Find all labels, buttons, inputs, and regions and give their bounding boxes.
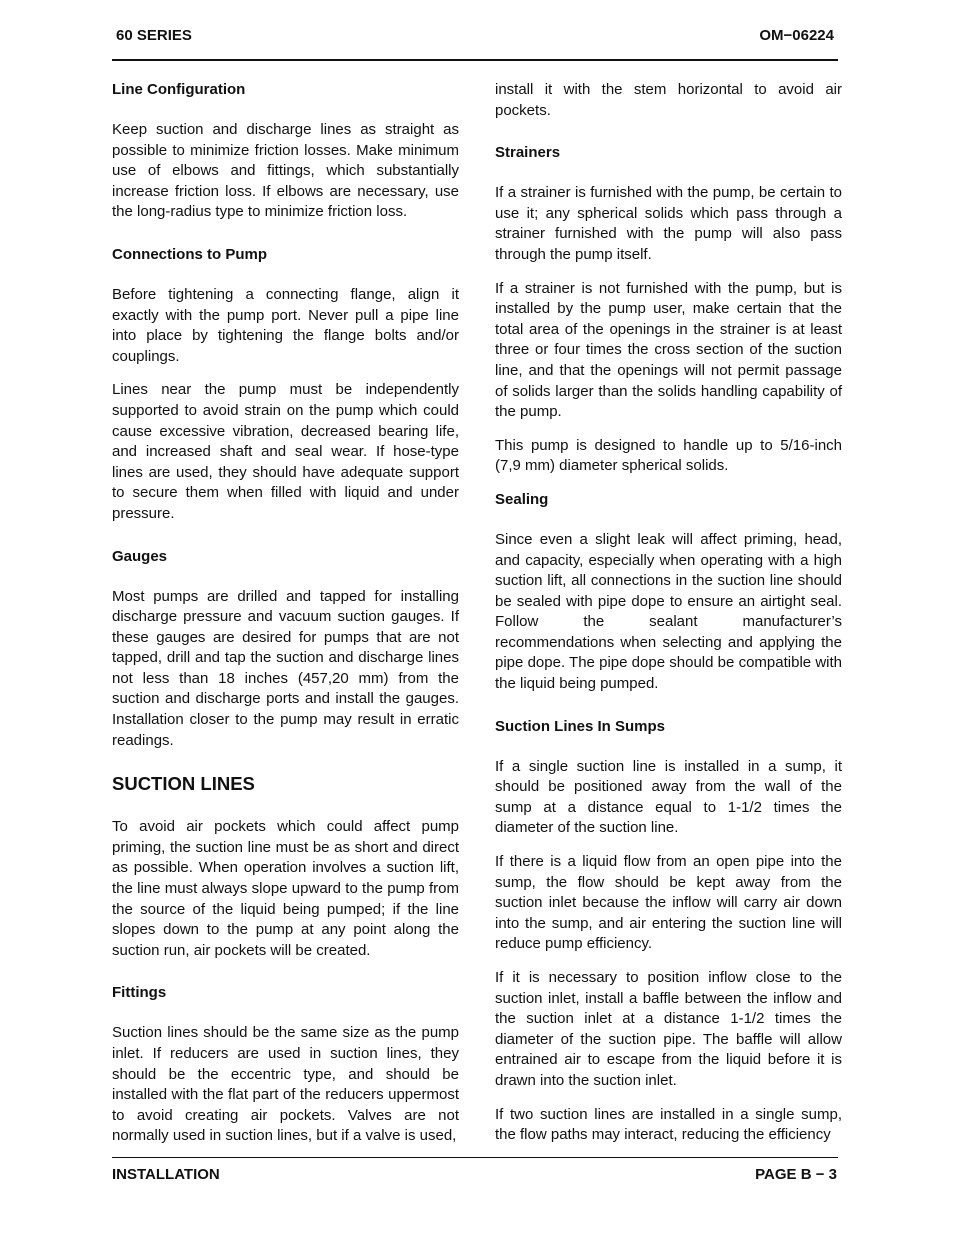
header-series: 60 SERIES [116, 27, 192, 44]
paragraph-strainers-2: If a strainer is not furnished with the pump, but is installed by the pump user, make certain that the total area of the openings in the strainer is at least three or four times the cross section of the suction line, and that the openings will not permit passage of solids larger than the solids handling capability of the pump. [495, 279, 842, 421]
paragraph-gauges: Most pumps are drilled and tapped for installing discharge pressure and vacuum suction gauges. If these gauges are desired for pumps that are not tapped, drill and tap the suction and discharge lines not less than 18 inches (457,20 mm) from the suction and discharge ports and install the gauges. Installation closer to the pump may result in erratic readings. [112, 587, 459, 749]
paragraph-strainers-3: This pump is designed to handle up to 5/16-inch (7,9 mm) diameter spherical solids. [495, 436, 842, 475]
paragraph-valve-continued: install it with the stem horizontal to avoid air pockets. [495, 81, 842, 119]
paragraph-sealing: Since even a slight leak will affect priming, head, and capacity, especially when operating with a high suction lift, all connections in the suction line should be sealed with pipe dope to ensure an airtight seal. Follow the sealant manufacturer’s recommendations when selecting and applying the pipe dope. The pipe dope should be compatible with the liquid being pumped. [495, 530, 842, 693]
paragraph-suction-lines: To avoid air pockets which could affect pump priming, the suction line must be as short and direct as possible. When operation involves a suction lift, the line must always slope upward to the pump from the source of the liquid being pumped; if the line slopes down to the pump at any point along the suction run, air pockets will be created. [112, 818, 459, 959]
heading-strainers: Strainers [495, 144, 561, 162]
paragraph-sumps-3: If it is necessary to position inflow close to the suction inlet, install a baffle between the inflow and the suction inlet at a distance 1-1/2 times the diameter of the suction pipe. The baffle will allow entrained air to escape from the liquid before it is drawn into the suction inlet. [495, 969, 842, 1089]
heading-line-configuration: Line Configuration [112, 81, 246, 98]
paragraph-sumps-1: If a single suction line is installed in a sump, it should be positioned away from the wall of the sump at a distance equal to 1-1/2 times the diameter of the suction line. [495, 757, 842, 837]
heading-sealing: Sealing [495, 490, 549, 508]
paragraph-sumps-4: If two suction lines are installed in a single sump, the flow paths may interact, reducing the efficiency [495, 1105, 842, 1144]
header-rule [112, 59, 838, 61]
footer-section: INSTALLATION [112, 1166, 220, 1183]
paragraph-line-configuration: Keep suction and discharge lines as straight as possible to minimize friction losses. Make minimum use of elbows and fittings, which substantially increase friction loss. If elbows are necessary, use the long-radius type to minimize friction loss. [112, 121, 459, 221]
heading-suction-lines-in-sumps: Suction Lines In Sumps [495, 717, 666, 735]
header-doc-number: OM−06224 [759, 27, 834, 44]
heading-fittings: Fittings [112, 984, 167, 1002]
left-column [112, 80, 459, 1160]
footer-rule [112, 1157, 838, 1158]
paragraph-fittings: Suction lines should be the same size as the pump inlet. If reducers are used in suction lines, they should be the eccentric type, and should be installed with the flat part of the reducers uppermost to avoid creating air pockets. Valves are not normally used in suction lines, but if a valve is used, [112, 1024, 459, 1145]
paragraph-strainers-1: If a strainer is furnished with the pump, be certain to use it; any spherical solids which pass through a strainer furnished with the pump will also pass through the pump itself. [495, 184, 842, 263]
heading-connections-to-pump: Connections to Pump [112, 245, 267, 263]
paragraph-connections-2: Lines near the pump must be independently supported to avoid strain on the pump which could cause excessive vibration, decreased bearing life, and increased shaft and seal wear. If hose-type lines are used, they should have adequate support to secure them when filled with liquid and under pressure. [112, 381, 459, 522]
paragraph-sumps-2: If there is a liquid flow from an open pipe into the sump, the flow should be kept away from the suction inlet because the inflow will carry air down into the sump, and air entering the suction line will reduce pump efficiency. [495, 853, 842, 953]
heading-suction-lines: SUCTION LINES [112, 773, 255, 795]
right-column [495, 80, 842, 1159]
footer-page-number: PAGE B − 3 [755, 1166, 837, 1183]
paragraph-connections-1: Before tightening a connecting flange, align it exactly with the pump port. Never pull a pipe line into place by tightening the flange bolts and/or couplings. [112, 285, 459, 365]
heading-gauges: Gauges [112, 547, 168, 565]
